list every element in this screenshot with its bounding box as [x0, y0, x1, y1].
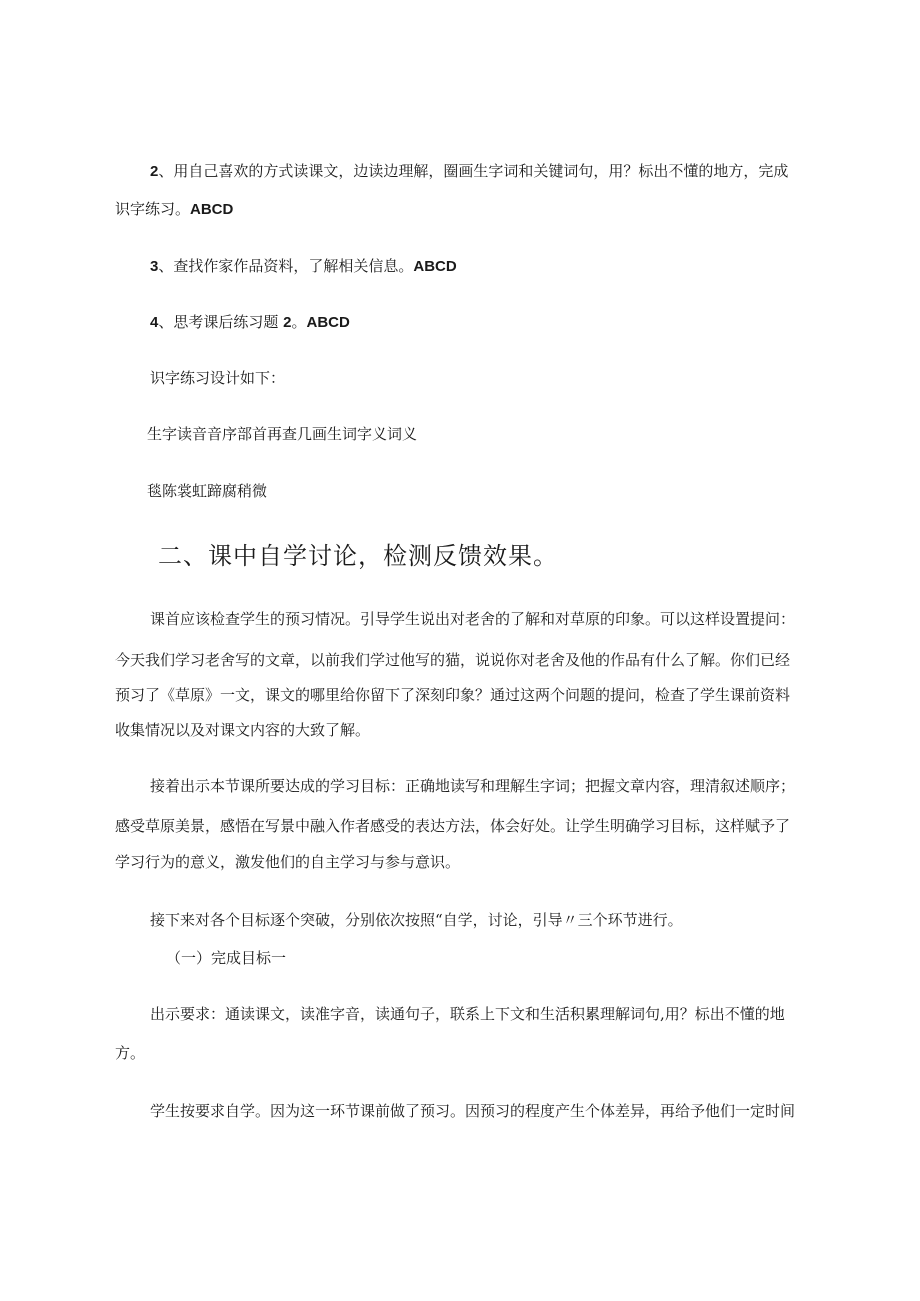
task-2-line-2 [115, 199, 233, 220]
paragraph-4-line-2: 方。 [115, 1044, 146, 1062]
paragraph-1-line-2: 今天我们学习老舍写的文章，以前我们学过他写的猫，说说你对老舍及他的作品有什么了解。你们已经 [115, 651, 791, 669]
exercise-number: 2 [283, 314, 292, 331]
paragraph-5: 学生按要求自学。因为这一环节课前做了预习。因预习的程度产生个体差异，再给予他们一定时间 [150, 1102, 796, 1120]
paragraph-1-line-3: 预习了《草原》一文，课文的哪里给你留下了深刻印象？通过这两个问题的提问，检查了学生课前资料 [115, 686, 791, 704]
subheading-goal-one: （一）完成目标一 [166, 949, 287, 967]
task-text: 、查找作家作品资料，了解相关信息。 [158, 257, 414, 275]
task-number: 4 [150, 314, 159, 331]
paragraph-1-line-4: 收集情况以及对课文内容的大致了解。 [115, 721, 371, 739]
paragraph-2-line-1: 接着出示本节课所要达成的学习目标：正确地读写和理解生字词；把握文章内容，理清叙述顺序； [150, 777, 796, 795]
task-4 [150, 312, 350, 333]
task-2-line-1 [150, 161, 788, 182]
literacy-header-row: 生字读音音序部首再查几画生词字义词义 [147, 425, 418, 443]
task-text: 、用自己喜欢的方式读课文，边读边理解，圈画生字词和关键词句，用？标出不懂的地方，完成 [158, 162, 789, 180]
task-3 [150, 256, 457, 277]
paragraph-1-line-1: 课首应该检查学生的预习情况。引导学生说出对老舍的了解和对草原的印象。可以这样设置提问： [150, 610, 796, 628]
paragraph-3: 接下来对各个目标逐个突破，分别依次按照“自学，讨论，引导〃三个环节进行。 [150, 911, 683, 929]
task-text: 识字练习。 [115, 200, 191, 218]
task-number: 3 [150, 258, 159, 275]
section-heading: 二、课中自学讨论，检测反馈效果。 [158, 542, 558, 570]
literacy-chars-row: 毯陈裳虹蹄腐稍微 [147, 482, 268, 500]
literacy-intro: 识字练习设计如下： [150, 369, 286, 387]
paragraph-2-line-3: 学习行为的意义，激发他们的自主学习与参与意识。 [115, 853, 461, 871]
paragraph-4-line-1: 出示要求：通读课文，读准字音，读通句子，联系上下文和生活积累理解词句,用？标出不懂的地 [150, 1005, 785, 1023]
paragraph-2-line-2: 感受草原美景，感悟在写景中融入作者感受的表达方法，体会好处。让学生明确学习目标，这样赋予了 [115, 817, 791, 835]
task-tag: ABCD [190, 201, 234, 218]
task-text: 、思考课后练习题 [158, 313, 284, 331]
task-tag: ABCD [413, 258, 457, 275]
task-text: 。 [291, 313, 307, 331]
task-number: 2 [150, 163, 159, 180]
task-tag: ABCD [306, 314, 350, 331]
